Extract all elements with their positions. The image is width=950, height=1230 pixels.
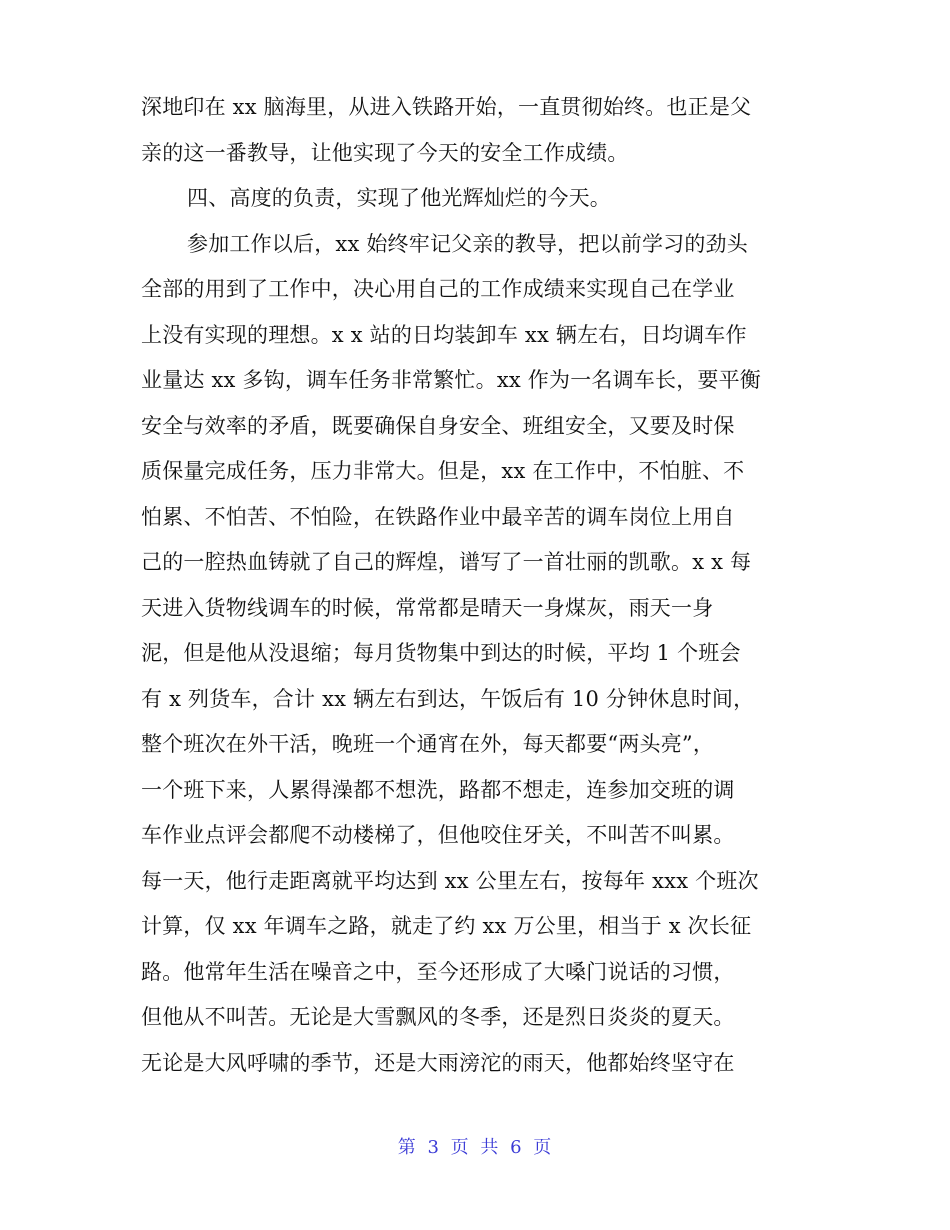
document-body — [141, 85, 821, 1086]
text-line: 四、高度的负责，实现了他光辉灿烂的今天。 — [187, 186, 611, 210]
text-line: 己的一腔热血铸就了自己的辉煌，谱写了一首壮丽的凯歌。x x 每 — [141, 550, 752, 574]
text-line: 质保量完成任务，压力非常大。但是，xx 在工作中，不怕脏、不 — [141, 459, 745, 483]
current-page-number: 3 — [427, 1137, 440, 1158]
page-footer — [0, 1133, 950, 1159]
text-line: 无论是大风呼啸的季节，还是大雨滂沱的雨天，他都始终坚守在 — [141, 1050, 735, 1075]
text-line: 怕累、不怕苦、不怕险，在铁路作业中最辛苦的调车岗位上用自 — [141, 504, 735, 529]
footer-prefix: 第 — [397, 1137, 417, 1158]
text-line: 一个班下来，人累得澡都不想洗，路都不想走，连参加交班的调 — [141, 777, 735, 802]
text-line: 安全与效率的矛盾，既要确保自身安全、班组安全，又要及时保 — [141, 413, 735, 438]
text-line: 但他从不叫苦。无论是大雪飘风的冬季，还是烈日炎炎的夏天。 — [141, 1005, 735, 1029]
text-line: 计算，仅 xx 年调车之路，就走了约 xx 万公里，相当于 x 次长征 — [141, 914, 752, 938]
text-line: 车作业点评会都爬不动楼梯了，但他咬住牙关，不叫苦不叫累。 — [141, 823, 735, 847]
text-line: 上没有实现的理想。x x 站的日均装卸车 xx 辆左右，日均调车作 — [141, 322, 747, 347]
footer-total-label: 共 — [480, 1137, 500, 1158]
footer-suffix: 页 — [533, 1137, 553, 1158]
text-line: 天进入货物线调车的时候，常常都是晴天一身煤灰，雨天一身 — [141, 595, 714, 620]
text-line: 深地印在 xx 脑海里，从进入铁路开始，一直贯彻始终。也正是父 — [141, 95, 752, 119]
text-line: 全部的用到了工作中，决心用自己的工作成绩来实现自己在学业 — [141, 277, 735, 301]
text-line: 路。他常年生活在噪音之中，至今还形成了大嗓门说话的习惯， — [141, 959, 735, 984]
total-pages-number: 6 — [510, 1137, 523, 1158]
text-line: 亲的这一番教导，让他实现了今天的安全工作成绩。 — [141, 140, 629, 165]
text-line: 泥，但是他从没退缩；每月货物集中到达的时候，平均 1 个班会 — [141, 641, 741, 665]
text-line: 业量达 xx 多钩，调车任务非常繁忙。xx 作为一名调车长，要平衡 — [141, 368, 761, 392]
text-line: 有 x 列货车，合计 xx 辆左右到达，午饭后有 10 分钟休息时间， — [141, 686, 755, 711]
text-line: 每一天，他行走距离就平均达到 xx 公里左右，按每年 xxx 个班次 — [141, 868, 759, 893]
text-line: 整个班次在外干活，晚班一个通宵在外，每天都要“两头亮”， — [141, 732, 715, 756]
text-line: 参加工作以后，xx 始终牢记父亲的教导，把以前学习的劲头 — [187, 231, 748, 256]
footer-page-label: 页 — [450, 1137, 470, 1158]
